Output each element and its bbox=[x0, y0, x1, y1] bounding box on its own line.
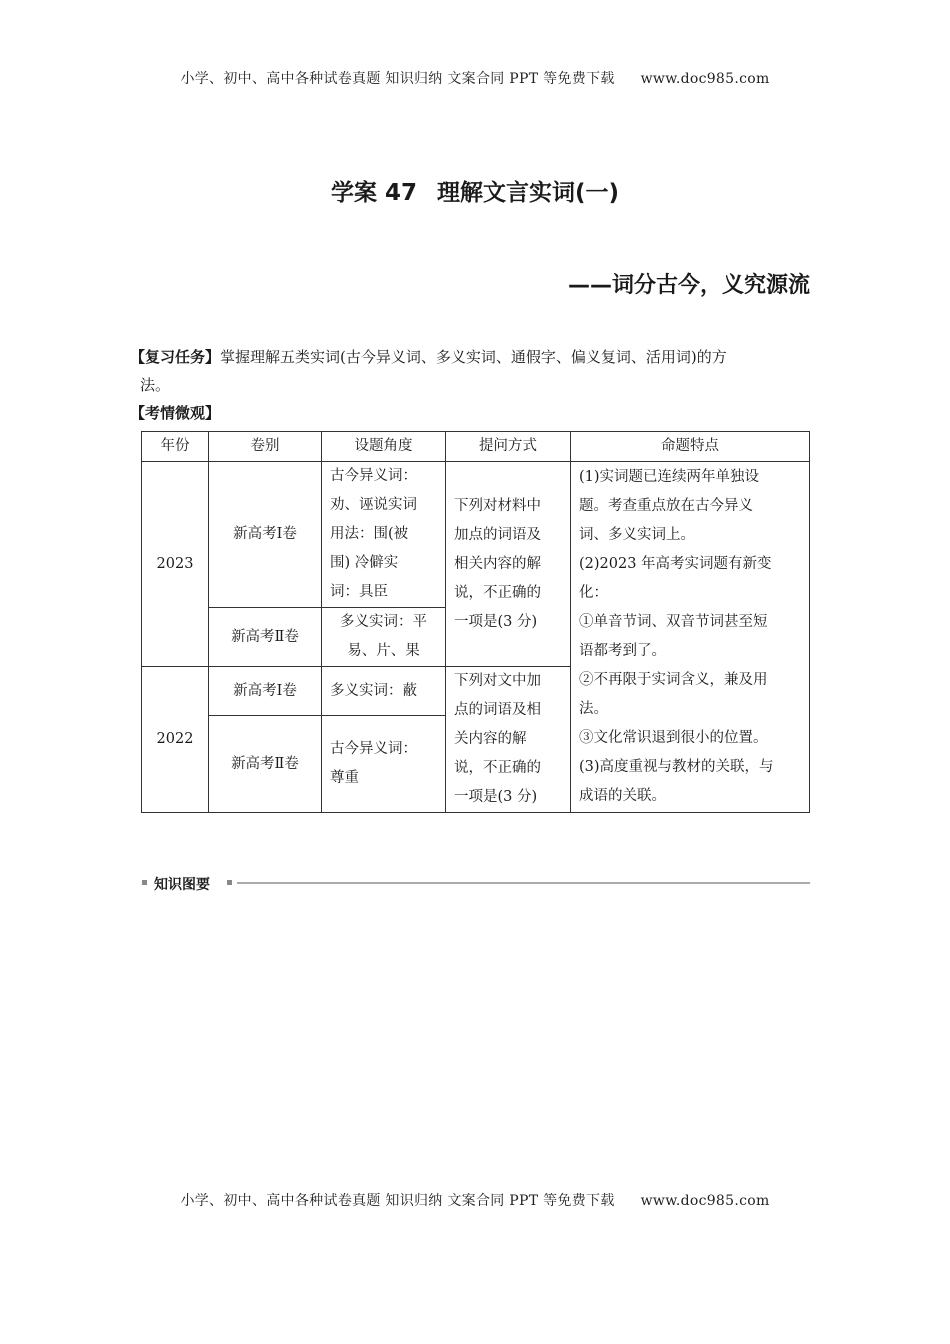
exam-overview-table bbox=[141, 431, 810, 813]
question-line: 下列对文中加 bbox=[454, 673, 541, 689]
angle-line: 围) 冷僻实 bbox=[330, 555, 399, 571]
knowledge-map-section bbox=[140, 874, 810, 894]
question-line: 关内容的解 bbox=[454, 731, 527, 747]
review-task-text: 掌握理解五类实词(古今异义词、多义实词、通假字、偏义复词、活用词)的方 bbox=[220, 348, 727, 366]
header-features: 命题特点 bbox=[571, 432, 810, 462]
question-line: 加点的词语及 bbox=[454, 526, 541, 543]
angle-cell bbox=[322, 716, 446, 813]
feature-line: 法。 bbox=[579, 701, 608, 717]
question-cell-2022 bbox=[446, 667, 571, 813]
angle-line: 多义实词：平 bbox=[340, 614, 427, 630]
page-title bbox=[0, 174, 950, 207]
section-divider bbox=[237, 882, 810, 884]
question-line: 点的词语及相 bbox=[454, 702, 541, 718]
angle-line: 易、片、果 bbox=[347, 643, 420, 659]
feature-line: 成语的关联。 bbox=[579, 788, 666, 804]
question-line: 一项是(3 分) bbox=[454, 613, 538, 630]
question-line: 一项是(3 分) bbox=[454, 789, 538, 805]
header-angle: 设题角度 bbox=[322, 432, 446, 462]
header-year: 年份 bbox=[142, 432, 209, 462]
review-task-cont: 法。 bbox=[140, 376, 171, 394]
angle-line: 劝、诬说实词 bbox=[330, 497, 417, 513]
angle-line: 古今异义词： bbox=[330, 468, 417, 484]
angle-cell bbox=[322, 462, 446, 608]
footer-site[interactable]: www.doc985.com bbox=[640, 1193, 770, 1209]
angle-cell bbox=[322, 608, 446, 667]
square-bullet-icon bbox=[142, 880, 147, 885]
year-2022: 2022 bbox=[142, 667, 209, 813]
paper-cell: 新高考Ⅰ卷 bbox=[209, 667, 322, 716]
feature-line: 语都考到了。 bbox=[579, 643, 666, 659]
feature-line: 题。考查重点放在古今异义 bbox=[579, 498, 753, 514]
paper-cell: 新高考Ⅰ卷 bbox=[209, 462, 322, 608]
feature-line: ②不再限于实词含义，兼及用 bbox=[579, 672, 768, 688]
question-line: 说，不正确的 bbox=[454, 760, 541, 776]
page-subtitle: ——词分古今，义究源流 bbox=[567, 273, 810, 298]
year-2023: 2023 bbox=[142, 462, 209, 667]
paper-cell: 新高考Ⅱ卷 bbox=[209, 716, 322, 813]
title-name: 理解文言实词(一) bbox=[436, 180, 620, 206]
feature-line: ③文化常识退到很小的位置。 bbox=[579, 730, 768, 746]
feature-line: (3)高度重视与教材的关联，与 bbox=[579, 759, 774, 775]
section-title: 知识图要 bbox=[154, 877, 210, 893]
header-paper: 卷别 bbox=[209, 432, 322, 462]
angle-line: 词：具臣 bbox=[330, 584, 388, 600]
page-footer bbox=[0, 1190, 950, 1210]
question-line: 相关内容的解 bbox=[454, 555, 541, 572]
review-task-label: 【复习任务】 bbox=[130, 348, 221, 366]
angle-line: 尊重 bbox=[330, 770, 359, 787]
review-task bbox=[130, 343, 818, 399]
exam-overview-label: 【考情微观】 bbox=[130, 404, 221, 422]
footer-text: 小学、初中、高中各种试卷真题 知识归纳 文案合同 PPT 等免费下载 bbox=[180, 1193, 615, 1209]
angle-line: 用法：围(被 bbox=[330, 526, 409, 542]
feature-line: (2)2023 年高考实词题有新变 bbox=[579, 556, 772, 572]
features-cell bbox=[571, 462, 810, 813]
feature-line: ①单音节词、双音节词甚至短 bbox=[579, 614, 768, 630]
page-header bbox=[0, 68, 950, 88]
header-text: 小学、初中、高中各种试卷真题 知识归纳 文案合同 PPT 等免费下载 bbox=[180, 71, 615, 87]
question-line: 下列对材料中 bbox=[454, 497, 541, 514]
header-question: 提问方式 bbox=[446, 432, 571, 462]
feature-line: 化： bbox=[579, 585, 608, 601]
title-number: 学案 47 bbox=[330, 180, 417, 206]
table-header-row bbox=[142, 432, 810, 462]
question-cell-2023 bbox=[446, 462, 571, 667]
header-site[interactable]: www.doc985.com bbox=[640, 71, 770, 87]
angle-cell: 多义实词：蔽 bbox=[322, 667, 446, 716]
feature-line: (1)实词题已连续两年单独设 bbox=[579, 469, 760, 485]
square-bullet-icon bbox=[227, 880, 232, 885]
feature-line: 词、多义实词上。 bbox=[579, 527, 695, 543]
paper-cell: 新高考Ⅱ卷 bbox=[209, 608, 322, 667]
question-line: 说，不正确的 bbox=[454, 584, 541, 601]
table-row bbox=[142, 462, 810, 608]
angle-line: 古今异义词： bbox=[330, 741, 417, 758]
